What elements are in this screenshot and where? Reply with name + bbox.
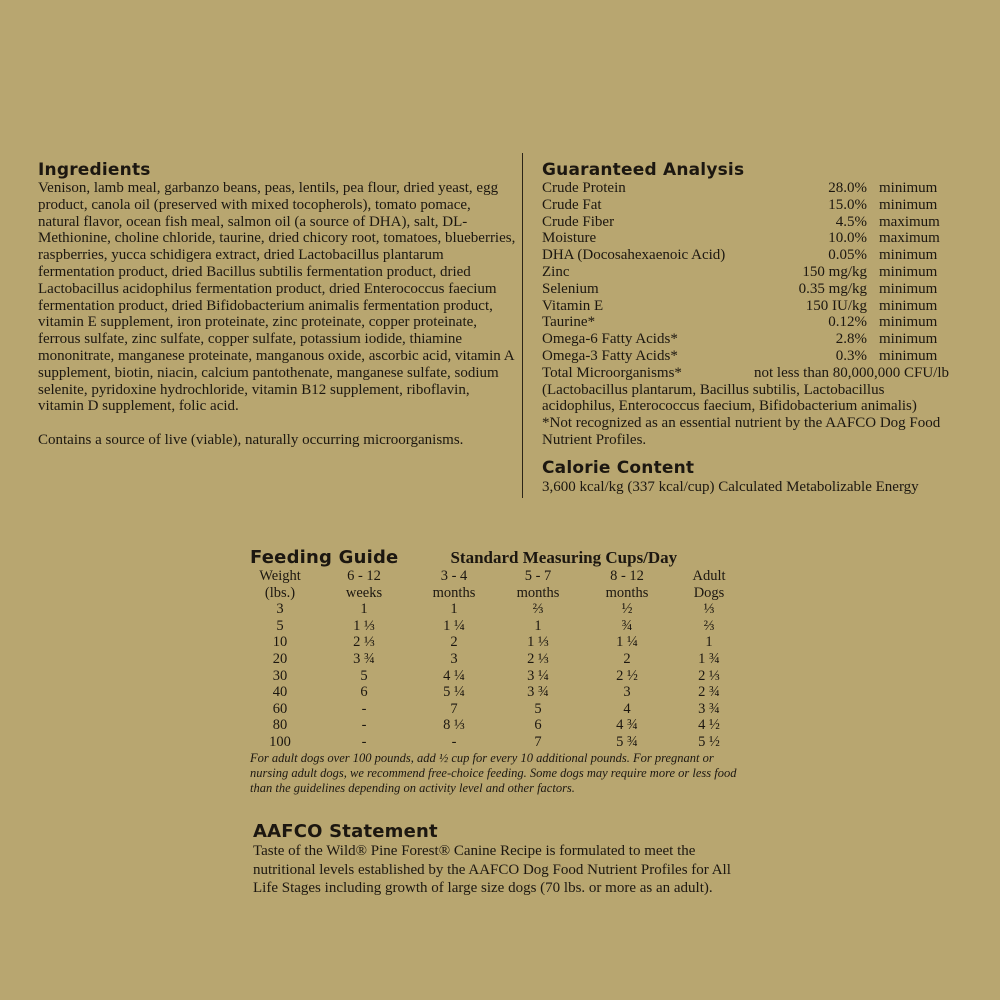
analysis-qualifier: minimum xyxy=(879,331,938,348)
analysis-value: 28.0% xyxy=(828,180,867,196)
feeding-header-cell: 8 - 12 xyxy=(610,568,644,584)
feeding-cell: 1 xyxy=(360,601,368,618)
analysis-qualifier: maximum xyxy=(879,213,940,230)
calorie-text: 3,600 kcal/kg (337 kcal/cup) Calculated Metabolizable Energy xyxy=(542,479,919,495)
feeding-header-cell: 3 - 4 xyxy=(440,568,468,584)
feeding-cell: 1 xyxy=(705,634,713,651)
feeding-cell: 5 xyxy=(276,617,284,634)
feeding-cell: 1 xyxy=(534,617,542,634)
feeding-cell: ¾ xyxy=(621,617,633,634)
feeding-cell: 80 xyxy=(272,717,288,734)
feeding-header-cell: Adult xyxy=(692,568,726,584)
feeding-cell: 2 xyxy=(450,634,458,651)
feeding-row xyxy=(250,734,750,751)
aafco-section xyxy=(253,822,753,898)
analysis-nutrient: Crude Fiber xyxy=(542,213,615,230)
feeding-cell: 10 xyxy=(272,634,288,651)
feeding-cell: 2 ¾ xyxy=(698,684,720,701)
feeding-cell: 7 xyxy=(450,700,458,717)
analysis-value: 4.5% xyxy=(835,213,867,230)
analysis-value: 0.3% xyxy=(835,347,867,364)
feeding-cell: 5 ¾ xyxy=(616,733,638,750)
analysis-heading: Guaranteed Analysis xyxy=(542,160,745,180)
feeding-header-cell: months xyxy=(516,584,560,601)
analysis-row xyxy=(542,348,952,365)
analysis-value: 150 mg/kg xyxy=(802,263,867,280)
feeding-row xyxy=(250,668,750,685)
feeding-row xyxy=(250,651,750,668)
feeding-cell: 20 xyxy=(272,650,288,667)
feeding-cell: 3 ¾ xyxy=(698,700,720,717)
feeding-cell: ⅔ xyxy=(532,601,544,618)
feeding-cell: 1 ¼ xyxy=(616,634,638,651)
feeding-cell: - xyxy=(361,733,367,750)
analysis-qualifier: minimum xyxy=(879,247,938,264)
feeding-cell: 1 ¼ xyxy=(443,617,465,634)
feeding-cell: 3 xyxy=(276,601,284,618)
analysis-row xyxy=(542,180,952,197)
analysis-row xyxy=(542,230,952,247)
analysis-qualifier: minimum xyxy=(879,314,938,331)
analysis-row xyxy=(542,331,952,348)
analysis-nutrient: Omega-3 Fatty Acids* xyxy=(542,347,678,364)
analysis-qualifier: minimum xyxy=(879,297,938,314)
feeding-cell: 1 ⅓ xyxy=(527,634,549,651)
analysis-nutrient: Crude Protein xyxy=(542,180,626,196)
feeding-header-cell: 5 - 7 xyxy=(524,568,552,584)
feeding-cell: 4 ¾ xyxy=(616,717,638,734)
analysis-qualifier: minimum xyxy=(879,280,938,297)
feeding-cell: - xyxy=(361,717,367,734)
analysis-row xyxy=(542,314,952,331)
feeding-cell: 3 ¾ xyxy=(353,650,375,667)
feeding-header-row xyxy=(250,585,750,602)
analysis-value: 0.12% xyxy=(828,314,867,331)
feeding-cell: ½ xyxy=(621,601,633,618)
feeding-cell: 4 xyxy=(623,700,631,717)
feeding-subtitle: Standard Measuring Cups/Day xyxy=(450,548,678,567)
feeding-footnote: For adult dogs over 100 pounds, add ½ cup for every 10 additional pounds. For pregnant or nursing adult dogs, we recommend free-choice feeding. Some dogs may require more or less food than the guidelines depending on activity level and other factors. xyxy=(250,750,737,795)
feeding-cell: 100 xyxy=(269,733,291,750)
feeding-cell: 3 ¾ xyxy=(527,684,549,701)
feeding-cell: 6 xyxy=(360,684,368,701)
microorganisms-detail: (Lactobacillus plantarum, Bacillus subtilis, Lactobacillus acidophilus, Enterococcus faecium, Bifidobacterium animalis) xyxy=(542,381,917,415)
feeding-cell: 2 ⅓ xyxy=(527,650,549,667)
feeding-row xyxy=(250,717,750,734)
feeding-header-cell: Dogs xyxy=(693,584,725,601)
analysis-value: 0.35 mg/kg xyxy=(798,280,867,297)
feeding-cell: 1 ¾ xyxy=(698,650,720,667)
feeding-header-cell: Weight xyxy=(259,568,301,584)
analysis-row xyxy=(542,264,952,281)
analysis-row xyxy=(542,281,952,298)
feeding-cell: 1 xyxy=(450,601,458,618)
calorie-heading: Calorie Content xyxy=(542,458,695,478)
analysis-row xyxy=(542,214,952,231)
analysis-qualifier: minimum xyxy=(879,263,938,280)
analysis-row xyxy=(542,247,952,264)
microorganisms-note: Contains a source of live (viable), naturally occurring microorganisms. xyxy=(38,432,464,449)
feeding-cell: 5 ¼ xyxy=(443,684,465,701)
feeding-row xyxy=(250,701,750,718)
analysis-value: 2.8% xyxy=(835,331,867,348)
feeding-cell: 3 ¼ xyxy=(527,667,549,684)
analysis-nutrient: Taurine* xyxy=(542,314,596,331)
feeding-table xyxy=(250,568,750,751)
analysis-qualifier: minimum xyxy=(879,196,938,213)
feeding-cell: 2 ⅓ xyxy=(353,634,375,651)
analysis-nutrient: Crude Fat xyxy=(542,196,602,213)
feeding-row xyxy=(250,634,750,651)
feeding-cell: 40 xyxy=(272,684,288,701)
feeding-cell: 6 xyxy=(534,717,542,734)
analysis-value: 10.0% xyxy=(828,230,867,247)
analysis-qualifier: minimum xyxy=(879,180,938,196)
ingredients-section xyxy=(38,160,516,449)
feeding-cell: 60 xyxy=(272,700,288,717)
feeding-row xyxy=(250,618,750,635)
feeding-cell: 8 ⅓ xyxy=(443,717,465,734)
analysis-footnote: *Not recognized as an essential nutrient by the AAFCO Dog Food Nutrient Profiles. xyxy=(542,415,941,448)
feeding-row xyxy=(250,601,750,618)
feeding-header-cell: weeks xyxy=(345,584,383,601)
feeding-cell: - xyxy=(451,733,457,750)
feeding-cell: 7 xyxy=(534,733,542,750)
feeding-cell: 5 ½ xyxy=(698,733,720,750)
analysis-nutrient: Zinc xyxy=(542,263,570,280)
feeding-cell: 2 xyxy=(623,650,631,667)
feeding-cell: 4 ½ xyxy=(698,717,720,734)
feeding-header-cell: months xyxy=(432,584,476,601)
analysis-value: 150 IU/kg xyxy=(805,297,867,314)
feeding-guide-section xyxy=(250,548,750,796)
analysis-qualifier: minimum xyxy=(879,347,938,364)
feeding-cell: ⅔ xyxy=(703,617,715,634)
guaranteed-analysis-section xyxy=(542,160,952,449)
feeding-header-cell: 6 - 12 xyxy=(347,568,381,584)
aafco-heading: AAFCO Statement xyxy=(253,821,438,842)
analysis-table xyxy=(542,180,952,365)
feeding-cell: 4 ¼ xyxy=(443,667,465,684)
feeding-cell: 5 xyxy=(534,700,542,717)
analysis-nutrient: DHA (Docosahexaenoic Acid) xyxy=(542,247,726,264)
microorganisms-label: Total Microorganisms* xyxy=(542,364,682,381)
analysis-nutrient: Vitamin E xyxy=(542,297,604,314)
analysis-nutrient: Selenium xyxy=(542,280,599,297)
analysis-value: 15.0% xyxy=(828,196,867,213)
microorganisms-value: not less than 80,000,000 CFU/lb xyxy=(753,364,949,381)
analysis-qualifier: maximum xyxy=(879,230,940,247)
feeding-cell: 3 xyxy=(450,650,458,667)
microorganisms-block xyxy=(542,365,952,449)
feeding-header-cell: months xyxy=(605,584,649,601)
feeding-cell: 3 xyxy=(623,684,631,701)
analysis-nutrient: Omega-6 Fatty Acids* xyxy=(542,331,678,348)
feeding-header-row xyxy=(250,568,750,585)
feeding-cell: 5 xyxy=(360,667,368,684)
feeding-cell: ⅓ xyxy=(703,601,715,618)
analysis-value: 0.05% xyxy=(828,247,867,264)
feeding-header-cell: (lbs.) xyxy=(264,584,296,601)
analysis-row xyxy=(542,197,952,214)
ingredients-heading: Ingredients xyxy=(38,160,151,180)
feeding-heading: Feeding Guide xyxy=(250,547,399,568)
feeding-cell: 1 ⅓ xyxy=(353,617,375,634)
aafco-text: Taste of the Wild® Pine Forest® Canine Recipe is formulated to meet the nutritional levels established by the AAFCO Dog Food Nutrient Profiles for All Life Stages including growth of large size dogs (70 lbs. or more as an adult). xyxy=(253,843,731,896)
analysis-nutrient: Moisture xyxy=(542,230,597,247)
feeding-row xyxy=(250,684,750,701)
analysis-row xyxy=(542,298,952,315)
feeding-cell: 2 ½ xyxy=(616,667,638,684)
ingredients-text: Venison, lamb meal, garbanzo beans, peas, lentils, pea flour, dried yeast, egg product, canola oil (preserved with mixed tocopherols), tomato pomace, natural flavor, ocean fish meal, salmon oil (a source of DHA), salt, DL-Methionine, choline chloride, taurine, dried chicory root, tomatoes, blueberries, raspberries, yucca schidigera extract, dried Lactobacillus plantarum fermentation product, dried Bacillus subtilis fermentation product, dried Lactobacillus acidophilus fermentation product, dried Enterococcus faecium fermentation product, dried Bifidobacterium animalis fermentation product, vitamin E supplement, iron proteinate, zinc proteinate, copper proteinate, ferrous sulfate, zinc sulfate, copper sulfate, potassium iodide, thiamine mononitrate, manganese proteinate, manganous oxide, ascorbic acid, vitamin A supplement, biotin, niacin, calcium pantothenate, manganese sulfate, sodium selenite, pyridoxine hydrochloride, vitamin B12 supplement, riboflavin, vitamin D supplement, folic acid. xyxy=(38,180,516,415)
feeding-cell: - xyxy=(361,700,367,717)
feeding-cell: 2 ⅓ xyxy=(698,667,720,684)
column-divider xyxy=(522,153,523,498)
feeding-cell: 30 xyxy=(272,667,288,684)
calorie-section xyxy=(542,458,962,496)
